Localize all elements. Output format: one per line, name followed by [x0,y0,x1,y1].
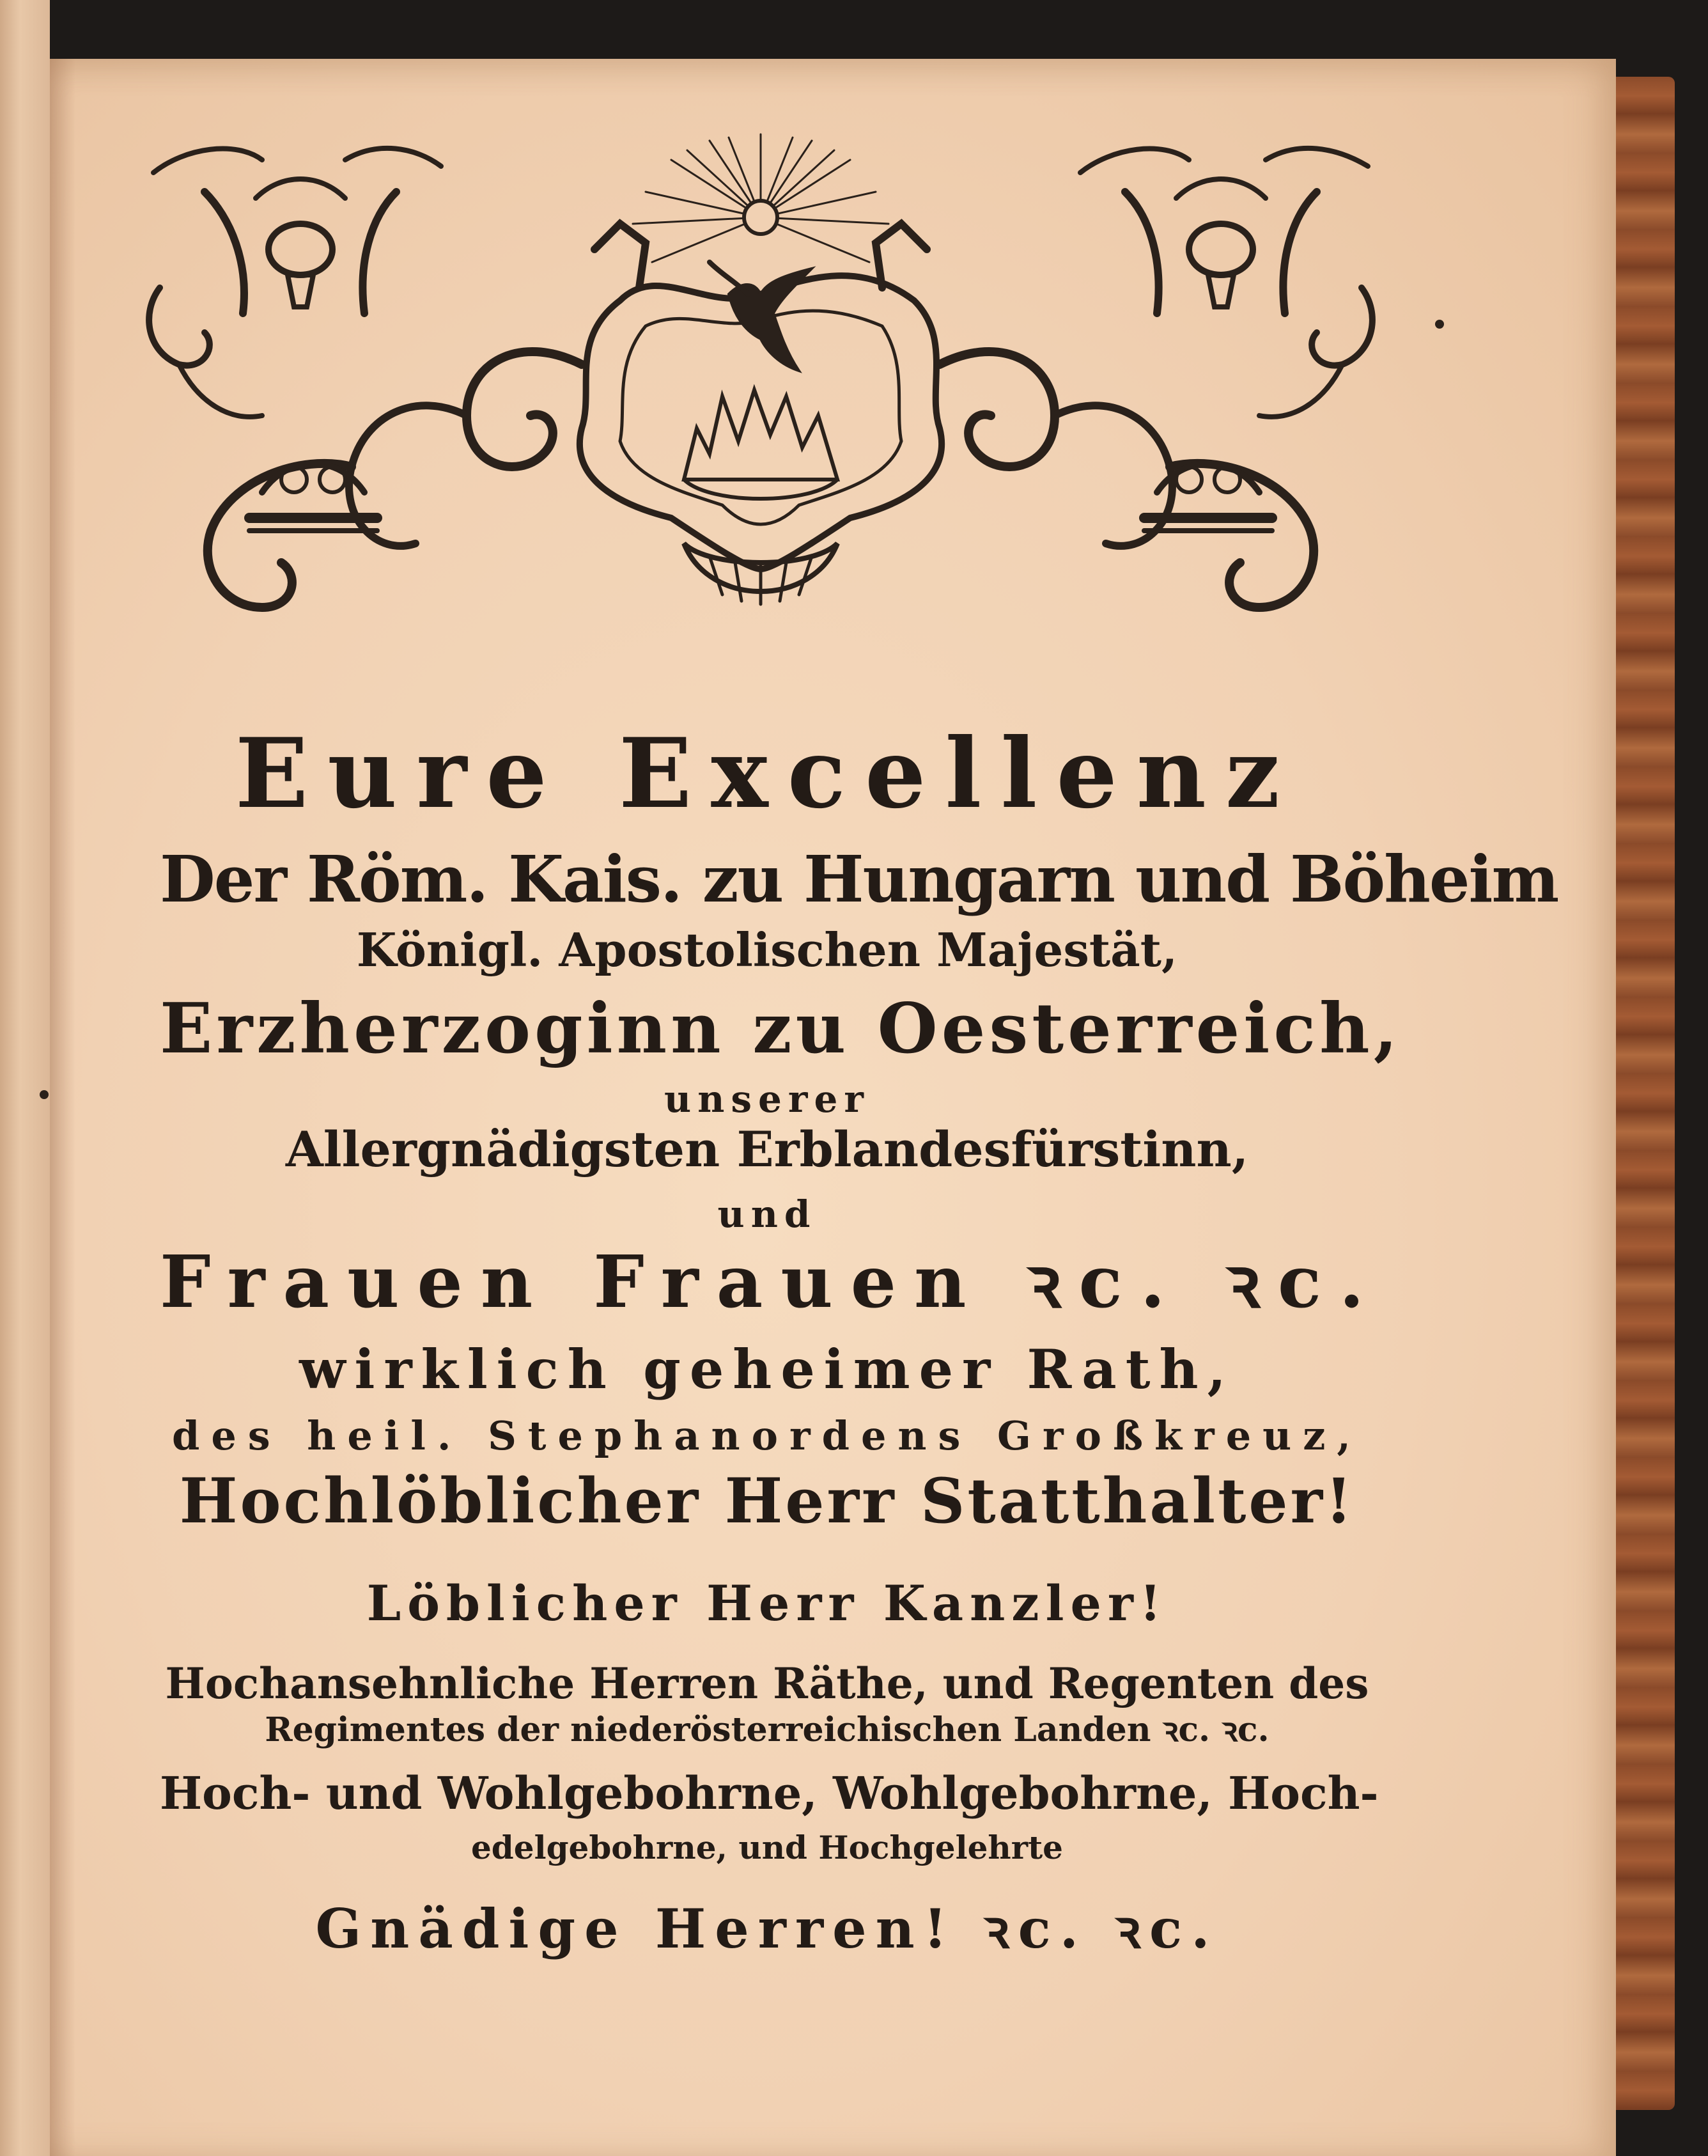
text-line: Hochansehnliche Herren Räthe, und Regenten des [165,1659,1369,1708]
leather-cover-edge [1616,77,1675,2110]
text-line: Gnädige Herren! ꝛc. ꝛc. [315,1897,1219,1960]
sun-icon [633,134,889,262]
left-page-edge [0,0,50,2156]
heading-eure-excellenz: Eure Excellenz [235,717,1300,830]
text-line: Königl. Apostolischen Majestät, [356,923,1178,977]
text-line: Frauen Frauen ꝛc. ꝛc. [160,1240,1383,1324]
text-line: und [717,1192,817,1236]
text-line: Allergnädigsten Erblandesfürstinn, [285,1121,1249,1178]
text-line: des heil. Stephanordens Großkreuz, [171,1412,1363,1459]
text-line: edelgebohrne, und Hochgelehrte [471,1829,1063,1866]
spine-shadow [50,59,75,2156]
text-line: Erzherzoginn zu Oesterreich, [160,988,1402,1069]
text-line: wirklich geheimer Rath, [299,1338,1235,1401]
text-line: Hochlöblicher Herr Statthalter! [179,1465,1355,1537]
text-line: Regimentes der niederösterreichischen Landen ꝛc. ꝛc. [265,1710,1269,1749]
text-line: Hoch- und Wohlgebohrne, Wohlgebohrne, Hoch- [160,1767,1379,1820]
speck-mark [1435,320,1444,329]
speck-mark [40,1090,49,1099]
text-line: Der Röm. Kais. zu Hungarn und Böheim [160,841,1558,917]
text-line: Löblicher Herr Kanzler! [366,1575,1168,1632]
baroque-headpiece-icon [134,121,1413,646]
text-line: unserer [664,1077,870,1121]
